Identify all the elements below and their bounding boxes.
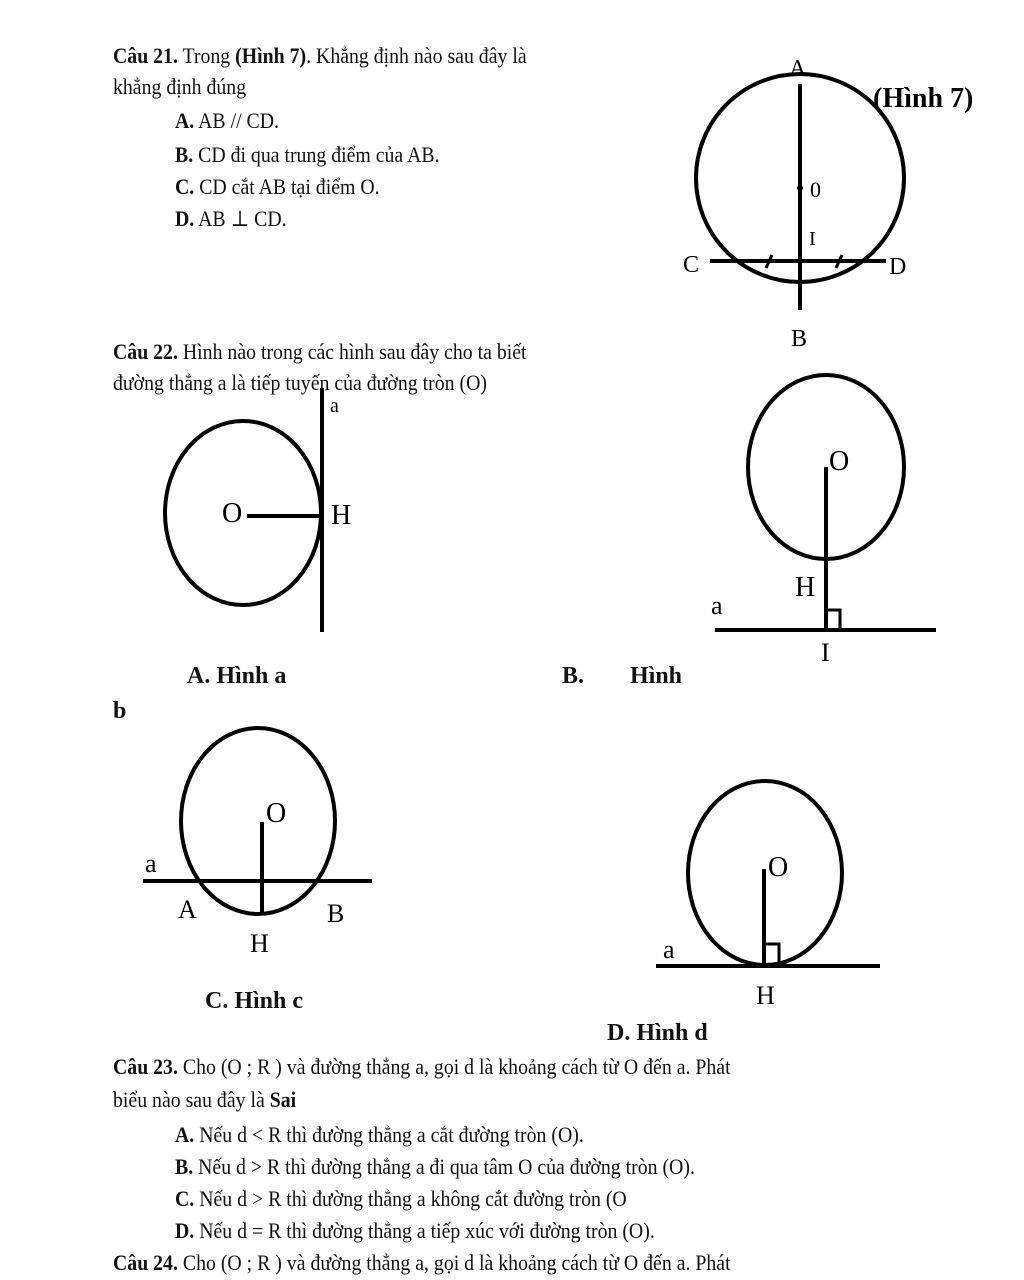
q22-option-b-text: Hình bbox=[630, 663, 683, 689]
q23-option-a bbox=[175, 1121, 584, 1149]
option-key: D. bbox=[175, 206, 195, 231]
q23-option-d bbox=[175, 1217, 655, 1245]
figa-label-o: O bbox=[222, 498, 243, 529]
q21-text-a: Trong bbox=[177, 43, 236, 68]
q23-text-1: Cho (O ; R ) và đường thẳng a, gọi d là khoảng cách từ O đến a. Phát bbox=[177, 1054, 731, 1079]
fig7-label-d: D bbox=[889, 254, 907, 280]
figd-label-a: a bbox=[663, 935, 675, 964]
q22-number: Câu 22. bbox=[113, 339, 178, 364]
q24-number: Câu 24. bbox=[113, 1250, 178, 1275]
option-text: Nếu d = R thì đường thẳng a tiếp xúc với đường tròn (O). bbox=[194, 1218, 655, 1243]
q24-text-1: Cho (O ; R ) và đường thẳng a, gọi d là khoảng cách từ O đến a. Phát bbox=[177, 1250, 731, 1275]
q22-line-2: đường thẳng a là tiếp tuyến của đường tròn (O) bbox=[113, 370, 487, 395]
option-key: B. bbox=[175, 1154, 194, 1179]
figb-label-i: I bbox=[821, 638, 830, 667]
figc-label-o: O bbox=[266, 798, 287, 829]
option-key: C. bbox=[175, 174, 195, 199]
fig7-label-i: I bbox=[809, 228, 816, 250]
fig7-label-c: C bbox=[683, 252, 700, 278]
figb-label-a: a bbox=[711, 591, 723, 620]
q21-number: Câu 21. bbox=[113, 43, 178, 68]
q22-text-1: Hình nào trong các hình sau đây cho ta biết bbox=[177, 339, 527, 364]
q23-number: Câu 23. bbox=[113, 1054, 178, 1079]
option-text: CD đi qua trung điểm của AB. bbox=[193, 142, 440, 167]
option-text: Nếu d > R thì đường thẳng a đi qua tâm O của đường tròn (O). bbox=[193, 1154, 695, 1179]
option-key: C. bbox=[175, 1186, 195, 1211]
q22-option-d: D. Hình d bbox=[607, 1020, 708, 1046]
figc-label-pb: B bbox=[327, 899, 345, 928]
option-key: A. bbox=[175, 108, 195, 133]
figd-label-h: H bbox=[756, 981, 775, 1010]
option-text: CD cắt AB tại điểm O. bbox=[194, 174, 380, 199]
q22-option-b-wrap: b bbox=[113, 698, 127, 724]
fig7-label-b: B bbox=[791, 326, 808, 352]
figd-right-angle bbox=[764, 944, 779, 965]
figc-label-a: a bbox=[145, 849, 157, 878]
figa-label-h: H bbox=[331, 500, 352, 531]
q22-option-a: A. Hình a bbox=[187, 663, 287, 689]
option-text: AB ⊥ CD. bbox=[194, 206, 287, 231]
q21-figure-ref: (Hình 7) bbox=[235, 43, 307, 68]
q23-line-2 bbox=[113, 1086, 296, 1114]
q23-option-b bbox=[175, 1153, 695, 1181]
figc-label-h: H bbox=[250, 929, 269, 958]
option-text: AB // CD. bbox=[194, 108, 279, 133]
q24-line-1 bbox=[113, 1249, 731, 1277]
figb-label-h: H bbox=[795, 572, 816, 603]
fig7-label-o: 0 bbox=[810, 177, 821, 202]
option-key: A. bbox=[175, 1122, 195, 1147]
fig7-caption: (Hình 7) bbox=[873, 83, 974, 114]
figc-label-pa: A bbox=[178, 895, 197, 924]
q23-emphasis: Sai bbox=[269, 1087, 297, 1112]
q21-line-2: khẳng định đúng bbox=[113, 74, 247, 99]
q21-text-b: . Khẳng định nào sau đây là bbox=[306, 43, 527, 68]
q22-option-b-key: B. bbox=[562, 663, 585, 689]
q23-text-2: biểu nào sau đây là bbox=[113, 1087, 270, 1112]
option-text: Nếu d < R thì đường thẳng a cắt đường tròn (O). bbox=[194, 1122, 584, 1147]
figb-label-o: O bbox=[829, 446, 850, 477]
option-key: B. bbox=[175, 142, 194, 167]
option-key: D. bbox=[175, 1218, 195, 1243]
figd-label-o: O bbox=[768, 852, 789, 883]
fig7-label-a: A bbox=[789, 56, 807, 82]
q23-line-1 bbox=[113, 1053, 731, 1081]
q23-option-c bbox=[175, 1185, 627, 1213]
figa-label-line: a bbox=[330, 395, 339, 417]
q22-option-c: C. Hình c bbox=[205, 988, 304, 1014]
option-text: Nếu d > R thì đường thẳng a không cắt đường tròn (O bbox=[194, 1186, 627, 1211]
